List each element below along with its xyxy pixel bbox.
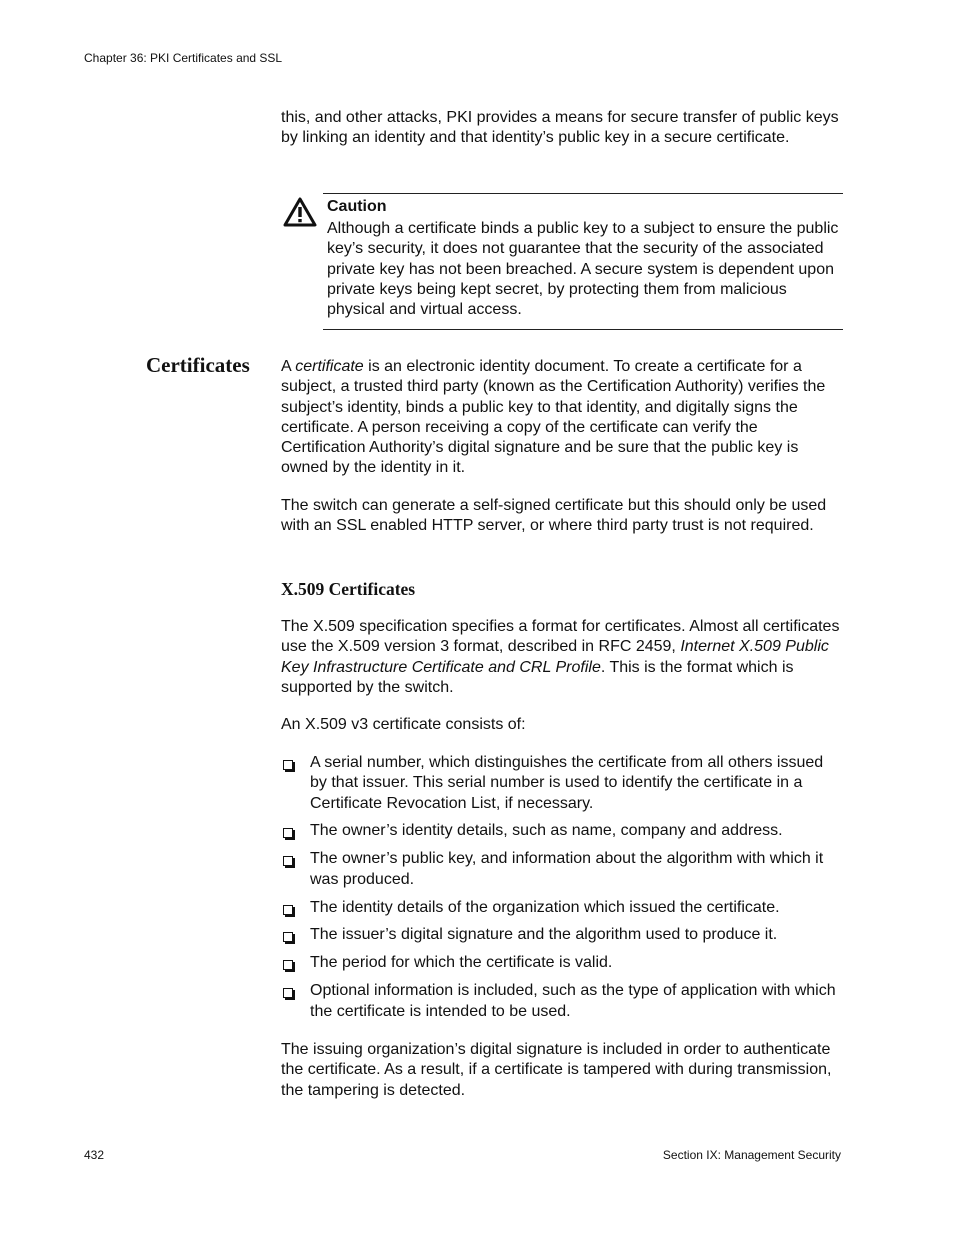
checkbox-bullet-icon [283,828,293,838]
checkbox-bullet-icon [283,905,293,915]
x509-p2-text: An X.509 v3 certificate consists of: [281,716,526,733]
cert-p1-em: certificate [295,358,364,375]
cert-p2-text: The switch can generate a self-signed certificate but this should only be used with an SSL enabled HTTP server, or where third party trust is not required. [281,497,827,535]
cert-p1-post: is an electronic identity document. To create a certificate for a subject, a trusted third party (known as the Certification Authority) verifies the subject’s identity, binds a public key to that identity, and digitally signs the certificate. A person receiving a copy of the certificate can verify the Certification Authority’s digital signature and be sure that the public key is owned by the identity in it. [281,358,826,477]
list-item-text: The owner’s public key, and information about the algorithm with which it was produced. [310,850,824,888]
certificates-paragraph-1 [281,357,843,479]
certificates-heading: Certificates [146,353,250,377]
x509-paragraph-3 [281,1040,843,1101]
list-item [281,898,843,918]
checkbox-bullet-icon [283,856,293,866]
caution-text: Although a certificate binds a public key to a subject to ensure the public key’s security, it does not guarantee that the security of the associated private key has not been breached. A secure system is dependent upon private keys being kept secret, by protecting them from malicious physical and virtual access. [327,220,839,319]
list-item [281,753,843,814]
list-item-text: A serial number, which distinguishes the certificate from all others issued by that issuer. This serial number is used to identify the certificate in a Certificate Revocation List, if necessary. [310,754,824,812]
caution-title: Caution [327,198,387,215]
warning-triangle-icon [283,197,317,227]
intro-paragraph [281,108,843,149]
caution-top-rule [323,193,843,194]
checkbox-bullet-icon [283,932,293,942]
x509-p1-pre: The X.509 specification specifies a format for certificates. Almost all certificates use the X.509 version 3 format, described in RFC 2459, [281,618,840,656]
running-header: Chapter 36: PKI Certificates and SSL [84,51,283,65]
list-item [281,953,843,973]
x509-paragraph-2 [281,715,843,735]
list-item [281,925,843,945]
intro-text: this, and other attacks, PKI provides a means for secure transfer of public keys by linking an identity and that identity’s public key in a secure certificate. [281,109,839,147]
x509-fields-list [281,753,843,1029]
list-item-text: The owner’s identity details, such as name, company and address. [310,822,783,840]
list-item-text: Optional information is included, such as the type of application with which the certificate is intended to be used. [310,982,836,1020]
checkbox-bullet-icon [283,760,293,770]
x509-p1-post: . This is the format which is supported by the switch. [281,658,794,696]
x509-p1-em: Internet X.509 Public Key Infrastructure Certificate and CRL Profile [281,638,829,676]
list-item-text: The issuer’s digital signature and the algorithm used to produce it. [310,926,778,944]
checkbox-bullet-icon [283,960,293,970]
list-item [281,849,843,890]
x509-paragraph-1 [281,617,843,698]
x509-p3-text: The issuing organization’s digital signature is included in order to authenticate the certificate. As a result, if a certificate is tampered with during transmission, the tampering is detected. [281,1041,832,1099]
cert-p1-pre: A [281,358,296,375]
list-item [281,821,843,841]
caution-callout [281,193,843,330]
page-number: 432 [84,1148,105,1162]
list-item-text: The period for which the certificate is valid. [310,954,613,972]
x509-heading: X.509 Certificates [281,579,416,599]
checkbox-bullet-icon [283,988,293,998]
list-item-text: The identity details of the organization which issued the certificate. [310,898,780,916]
caution-bottom-rule [323,329,843,330]
running-footer-section: Section IX: Management Security [662,1148,841,1162]
list-item [281,981,843,1022]
certificates-paragraph-2 [281,496,843,537]
